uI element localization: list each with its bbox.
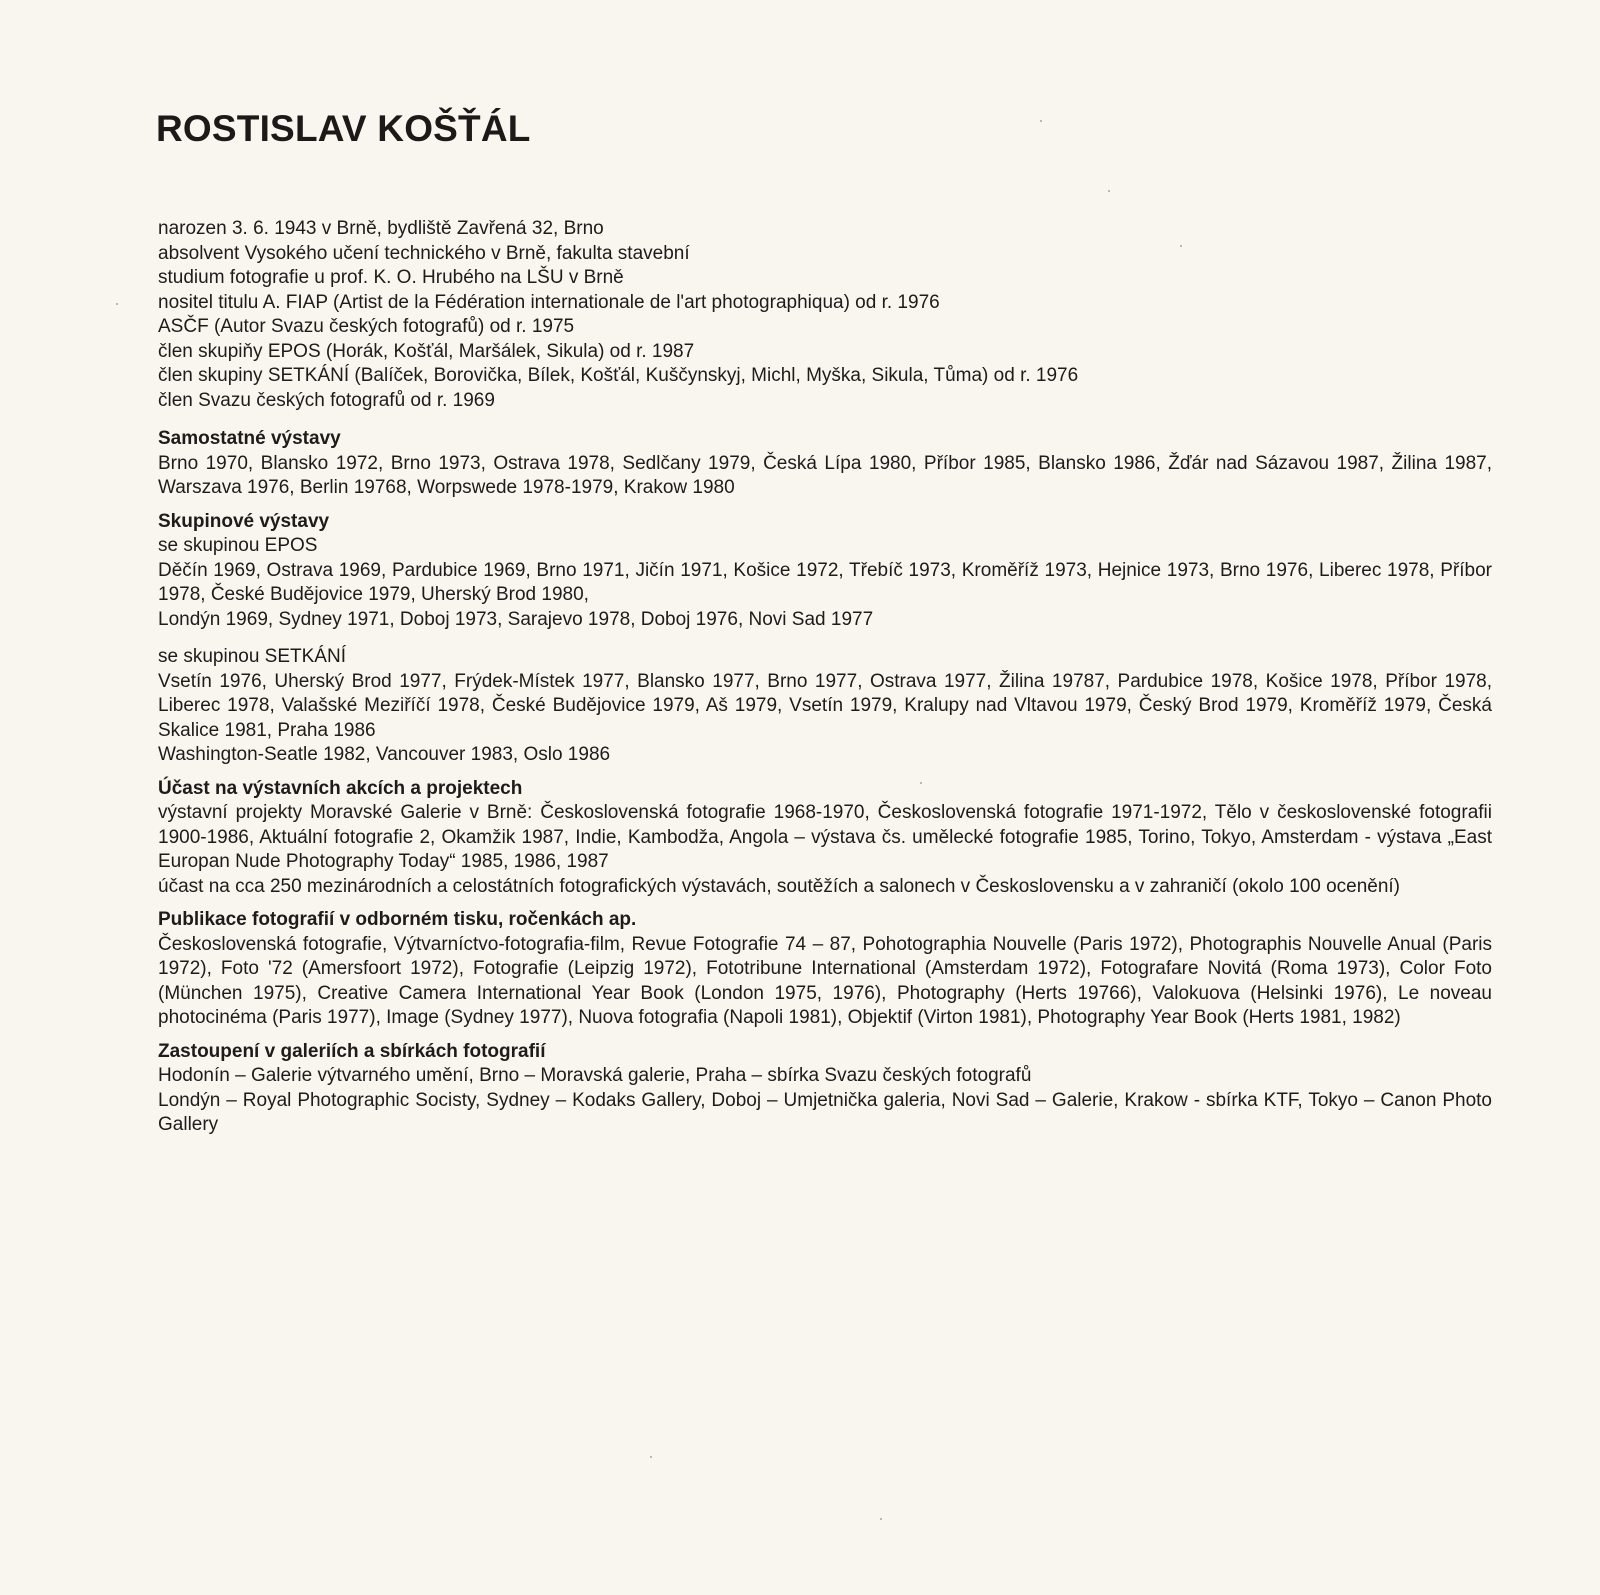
group-label-epos: se skupinou EPOS [158, 535, 318, 556]
section-projects [158, 777, 1492, 900]
bio-line: narozen 3. 6. 1943 v Brně, bydliště Zavřená 32, Brno [158, 218, 604, 239]
section-publications [158, 908, 1492, 1031]
paper-speck [920, 782, 922, 784]
bio-line: člen skupiny SETKÁNÍ (Balíček, Borovička, Bílek, Košťál, Kuščynskyj, Michl, Myška, Sikula, Tůma) od r. 1976 [158, 365, 1079, 386]
group-epos-domestic: Děčín 1969, Ostrava 1969, Pardubice 1969, Brno 1971, Jičín 1971, Košice 1972, Třebíč 1973, Kroměříž 1973, Hejnice 1973, Brno 1976, Liberec 1978, Příbor 1978, České Budějovice 1979, Uherský Brod 1980, [158, 559, 1492, 605]
projects-text: výstavní projekty Moravské Galerie v Brně: Československá fotografie 1968-1970, Československá fotografie 1971-1972, Tělo v československé fotografii 1900-1986, Aktuální fotografie 2, Okamžik 1987, Indie, Kambodža, Angola – výstava čs. umělecké fotografie 1985, Torino, Tokyo, Amsterdam - výstava „East Europan Nude Photography Today“ 1985, 1986, 1987 [158, 802, 1492, 872]
bio-line: absolvent Vysokého učení technického v Brně, fakulta stavební [158, 242, 690, 264]
projects-text: účast na cca 250 mezinárodních a celostátních fotografických výstavách, soutěžích a salonech v Československu a v zahraničí (okolo 100 ocenění) [158, 875, 1401, 897]
section-heading: Účast na výstavních akcích a projektech [158, 777, 523, 799]
collections-abroad: Londýn – Royal Photographic Socisty, Sydney – Kodaks Gallery, Doboj – Umjetnička galeria, Novi Sad – Galerie, Krakow - sbírka KTF, Tokyo – Canon Photo Gallery [158, 1089, 1492, 1135]
publications-text: Československá fotografie, Výtvarníctvo-fotografia-film, Revue Fotografie 74 – 87, Pohotographia Nouvelle (Paris 1972), Photographis Nouvelle Anual (Paris 1972), Foto '72 (Amersfoort 1972), Fotografie (Leipzig 1972), Fototribune International (Amsterdam 1972), Fotografare Novitá (Roma 1973), Color Foto (München 1975), Creative Camera International Year Book (London 1975, 1976), Photography (Herts 19766), Valokuova (Helsinki 1976), Le noveau photocinéma (Paris 1977), Image (Sydney 1977), Nuova fotografia (Napoli 1981), Objektif (Virton 1981), Photography Year Book (Herts 1981, 1982) [158, 933, 1492, 1028]
group-epos-abroad: Londýn 1969, Sydney 1971, Doboj 1973, Sarajevo 1978, Doboj 1976, Novi Sad 1977 [158, 608, 874, 630]
section-heading: Zastoupení v galeriích a sbírkách fotografií [158, 1040, 546, 1062]
group-setkani-abroad: Washington-Seatle 1982, Vancouver 1983, Oslo 1986 [158, 744, 611, 765]
section-heading: Samostatné výstavy [158, 428, 341, 449]
section-heading: Skupinové výstavy [158, 510, 330, 532]
section-group-exhibitions [158, 510, 1492, 768]
paper-speck [116, 303, 118, 305]
bio-line: člen skupiňy EPOS (Horák, Košťál, Maršálek, Sikula) od r. 1987 [158, 340, 695, 362]
group-setkani-domestic: Vsetín 1976, Uherský Brod 1977, Frýdek-Místek 1977, Blansko 1977, Brno 1977, Ostrava 1977, Žilina 19787, Pardubice 1978, Košice 1978, Příbor 1978, Liberec 1978, Valašské Meziříčí 1978, České Budějovice 1979, Aš 1979, Vsetín 1979, Kralupy nad Vltavou 1979, Český Brod 1979, Kroměříž 1979, Česká Skalice 1981, Praha 1986 [158, 670, 1492, 741]
paper-speck [1040, 120, 1042, 122]
collections-domestic: Hodonín – Galerie výtvarného umění, Brno – Moravská galerie, Praha – sbírka Svazu českých fotografů [158, 1065, 1032, 1086]
section-solo-exhibitions [158, 427, 1492, 501]
paper-speck [1180, 245, 1182, 247]
bio-line: studium fotografie u prof. K. O. Hrubého na LŠU v Brně [158, 267, 624, 288]
paper-speck [650, 1456, 652, 1458]
bio-line: nositel titulu A. FIAP (Artist de la Fédération internationale de l'art photographiqua) od r. 1976 [158, 291, 940, 313]
section-collections [158, 1040, 1492, 1138]
section-text: Brno 1970, Blansko 1972, Brno 1973, Ostrava 1978, Sedlčany 1979, Česká Lípa 1980, Příbor 1985, Blansko 1986, Žďár nad Sázavou 1987, Žilina 1987, Warszava 1976, Berlin 19768, Worpswede 1978-1979, Krakow 1980 [158, 452, 1492, 498]
bio-line: člen Svazu českých fotografů od r. 1969 [158, 389, 495, 411]
page-title: ROSTISLAV KOŠŤÁL [156, 108, 531, 149]
sections [158, 427, 1492, 1147]
group-label-setkani: se skupinou SETKÁNÍ [158, 646, 346, 667]
biography-list [158, 217, 1498, 413]
paper-speck [1108, 190, 1110, 192]
bio-line: ASČF (Autor Svazu českých fotografů) od r. 1975 [158, 316, 575, 337]
section-heading: Publikace fotografií v odborném tisku, ročenkách ap. [158, 909, 637, 930]
paper-speck [880, 1518, 882, 1520]
